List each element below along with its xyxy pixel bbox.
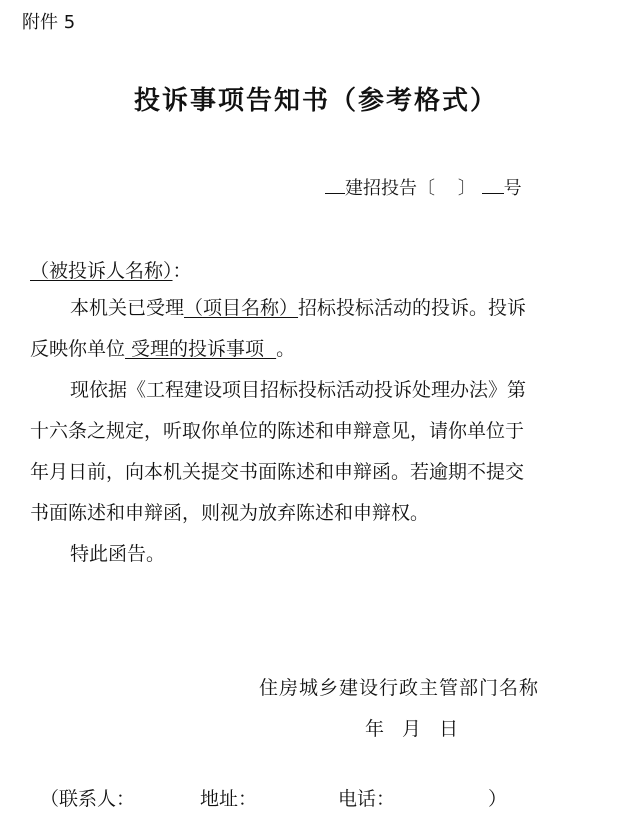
complaint-matter-field: 受理的投诉事项 [125,338,277,360]
p1-text-c: 反映你单位 [30,338,126,360]
paragraph-2-line-3: 年月日前，向本机关提交书面陈述和申辩函。若逾期不提交 [30,461,525,483]
contact-info [40,784,507,811]
contact-phone: 电话： [338,788,396,810]
number-blank-1 [325,177,345,194]
p1-text-d: 。 [276,338,296,360]
addressee [30,256,192,283]
paragraph-2-line-4: 书面陈述和申辩函，则视为放弃陈述和申辩权。 [30,502,430,524]
addressee-colon: ： [172,260,192,282]
notice-body [30,288,590,575]
contact-person: （联系人： [40,788,136,810]
attachment-label: 附件 5 [22,12,76,33]
paragraph-1-line-1 [30,288,590,329]
doc-number-prefix: 建招投告〔 [345,178,435,199]
document-number [325,174,522,200]
issue-date: 年 月 日 [365,718,465,740]
document-title: 投诉事项告知书（参考格式） [133,86,498,116]
paragraph-3: 特此函告。 [70,543,166,565]
paragraph-2-line-2: 十六条之规定，听取你单位的陈述和申辩意见，请你单位于 [30,420,525,442]
addressee-name: （被投诉人名称） [30,260,173,282]
doc-number-suffix: 号 [503,178,522,199]
project-name-field: （项目名称） [184,297,299,319]
paragraph-2-line-1: 现依据《工程建设项目招标投标活动投诉处理办法》第 [70,379,527,401]
number-blank-2 [482,177,504,194]
doc-number-close: 〕 [457,178,476,199]
p1-text-b: 招标投标活动的投诉。投诉 [298,297,527,319]
paragraph-1-line-2 [30,329,590,370]
issuing-authority: 住房城乡建设行政主管部门名称 [259,677,540,699]
p1-text-a: 本机关已受理 [70,297,185,319]
contact-address: 地址： [200,788,258,810]
contact-close: ） [488,788,508,810]
